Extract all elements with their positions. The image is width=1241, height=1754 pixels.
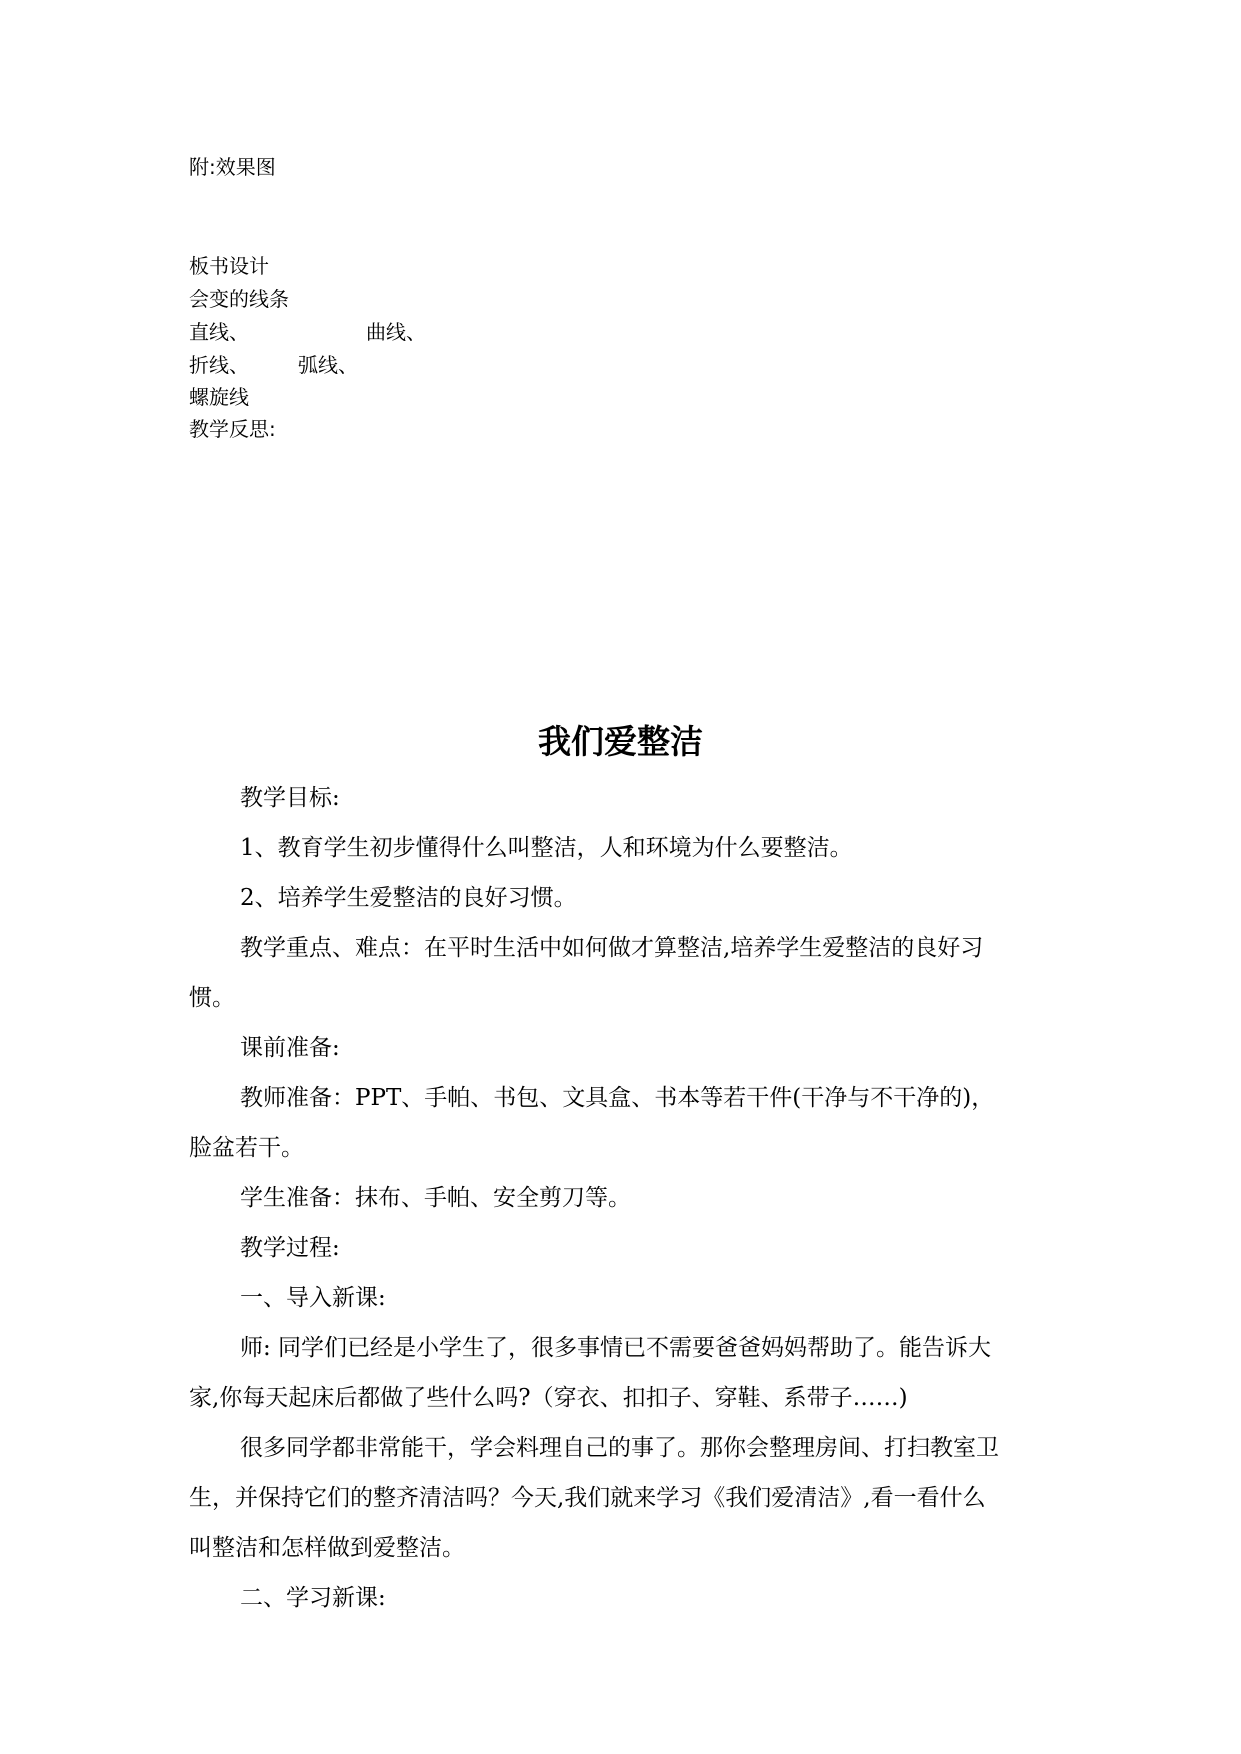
key-points-line-2: 惯。 <box>189 985 235 1011</box>
board-design-label: 板书设计 <box>189 254 269 278</box>
new-lesson-heading: 二、学习新课: <box>240 1585 386 1611</box>
key-points-line-1: 教学重点、难点：在平时生活中如何做才算整洁,培养学生爱整洁的良好习 <box>240 935 984 961</box>
intro-paragraph-2-line-1: 很多同学都非常能干，学会料理自己的事了。那你会整理房间、打扫教室卫 <box>240 1435 999 1461</box>
goal-2: 2、培养学生爱整洁的良好习惯。 <box>240 885 577 911</box>
board-item-arc: 弧线、 <box>298 353 358 377</box>
board-title: 会变的线条 <box>189 287 289 311</box>
board-item-spiral: 螺旋线 <box>189 385 249 409</box>
goal-1: 1、教育学生初步懂得什么叫整洁，人和环境为什么要整洁。 <box>240 835 853 861</box>
intro-paragraph-2-line-3: 叫整洁和怎样做到爱整洁。 <box>189 1535 465 1561</box>
intro-paragraph-2-line-2: 生，并保持它们的整齐清洁吗？今天,我们就来学习《我们爱清洁》,看一看什么 <box>189 1485 986 1511</box>
board-item-straight: 直线、 <box>189 320 249 344</box>
student-prep: 学生准备：抹布、手帕、安全剪刀等。 <box>240 1185 631 1211</box>
board-item-polyline: 折线、 <box>189 353 249 377</box>
goals-heading: 教学目标: <box>240 785 340 811</box>
intro-paragraph-1-line-1: 师: 同学们已经是小学生了，很多事情已不需要爸爸妈妈帮助了。能告诉大 <box>240 1335 992 1361</box>
teacher-prep-line-2: 脸盆若干。 <box>189 1135 304 1161</box>
intro-heading: 一、导入新课: <box>240 1285 386 1311</box>
teaching-reflection-label: 教学反思: <box>189 417 276 441</box>
prep-heading: 课前准备: <box>240 1035 340 1061</box>
teacher-prep-line-1: 教师准备：PPT、手帕、书包、文具盒、书本等若干件(干净与不干净的)， <box>240 1085 995 1111</box>
board-item-curve: 曲线、 <box>366 320 426 344</box>
lesson-title: 我们爱整洁 <box>538 722 703 761</box>
appendix-label: 附:效果图 <box>189 155 276 179</box>
process-heading: 教学过程: <box>240 1235 340 1261</box>
intro-paragraph-1-line-2: 家,你每天起床后都做了些什么吗?（穿衣、扣扣子、穿鞋、系带子……) <box>189 1385 908 1411</box>
